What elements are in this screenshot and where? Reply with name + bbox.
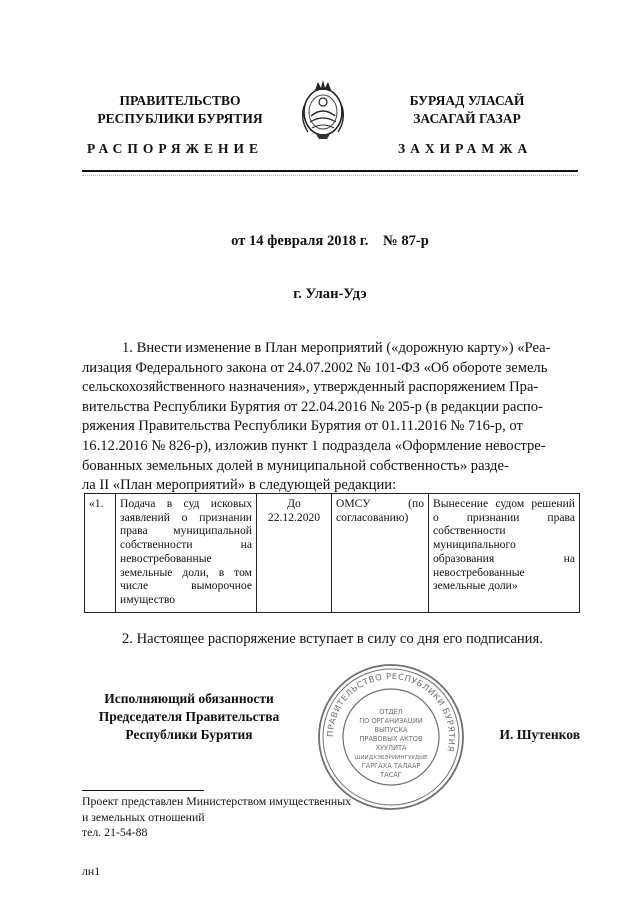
footer-code: лн1 <box>82 864 101 878</box>
paragraph-1-line: ла II «План мероприятий» в следующей редакции: <box>82 477 397 494</box>
signatory-name: И. Шутенков <box>499 727 580 742</box>
table-cell-action: Подача в суд исковых заявлений о признании права муниципальной собственности на невостребованные земельные доли, в том числе выморочное имущество <box>116 494 257 613</box>
footer-note <box>82 794 482 841</box>
paragraph-1-line: вительства Республики Бурятия от 22.04.2016 № 205-р (в редакции распо- <box>82 398 543 415</box>
paragraph-1 <box>82 339 578 496</box>
signatory-title <box>82 690 296 744</box>
official-stamp <box>316 662 466 812</box>
footer-rule <box>82 790 204 791</box>
order-date-number: от 14 февраля 2018 г. № 87-р <box>231 233 429 249</box>
table-cell-executor: ОМСУ (по согласованию) <box>332 494 429 613</box>
order-city: г. Улан-Удэ <box>293 286 367 302</box>
doc-type-ru: РАСПОРЯЖЕНИЕ <box>87 141 264 156</box>
footer-line2: и земельных отношений <box>82 809 205 824</box>
stamp-inner-line: ВЫПУСКА <box>374 726 408 734</box>
paragraph-1-line: сельскохозяйственного назначения», утвержденный распоряжением Пра- <box>82 379 539 396</box>
stamp-inner-line: ОТДЕЛ <box>379 708 403 716</box>
government-name-ru-line2: РЕСПУБЛИКИ БУРЯТИЯ <box>97 111 263 126</box>
stamp-inner-line: ШИИДХЭБЭРИИНГУУДЫЕ <box>354 755 428 761</box>
government-name-bua <box>362 92 572 128</box>
government-name-bua-line2: ЗАСАГАЙ ГАЗАР <box>413 111 521 126</box>
stamp-inner-line: ПО ОРГАНИЗАЦИИ <box>359 717 423 725</box>
government-name-bua-line1: БУРЯАД УЛАСАЙ <box>409 93 525 108</box>
stamp-inner-line: ТАСАГ <box>380 771 402 779</box>
paragraph-1-line: ряжения Правительства Республики Бурятия от 01.11.2016 № 716-р, от <box>82 418 523 435</box>
signatory-title-line2: Председателя Правительства <box>98 709 280 724</box>
footer-line1: Проект представлен Министерством имущественных <box>82 794 352 808</box>
stamp-inner-line: ХУУЛИТА <box>375 744 407 752</box>
government-name-ru <box>80 92 280 128</box>
doc-type-bua: ЗАХИРАМЖА <box>398 141 533 156</box>
paragraph-1-line: 1. Внести изменение в План мероприятий («дорожную карту») «Реа- <box>122 340 551 356</box>
table-row <box>85 494 580 613</box>
paragraph-2: 2. Настоящее распоряжение вступает в силу со дня его подписания. <box>122 631 543 647</box>
stamp-ring-text: ПРАВИТЕЛЬСТВО РЕСПУБЛИКИ БУРЯТИЯ <box>324 670 458 754</box>
table-cell-result: Вынесение судом решений о признании права собственности муниципального образования на невостребованные земельные доли» <box>429 494 580 613</box>
coat-of-arms-icon <box>294 76 352 142</box>
paragraph-1-line: 16.12.2016 № 826-р), изложив пункт 1 подраздела «Оформление невостре- <box>82 437 546 454</box>
government-name-ru-line1: ПРАВИТЕЛЬСТВО <box>119 93 241 108</box>
stamp-inner-line: ГАРГАХА ТАЛААР <box>361 762 421 770</box>
signatory-title-line1: Исполняющий обязанности <box>104 691 274 706</box>
paragraph-1-line: бованных земельных долей в муниципальной собственность» разде- <box>82 457 509 474</box>
plan-table <box>84 493 580 613</box>
footer-phone: тел. 21-54-88 <box>82 825 148 839</box>
table-cell-number: «1. <box>85 494 116 613</box>
header-dotted-rule <box>82 175 578 178</box>
paragraph-1-line: лизация Федерального закона от 24.07.2002 № 101-ФЗ «Об обороте земель <box>82 359 548 376</box>
table-cell-deadline: До 22.12.2020 <box>257 494 332 613</box>
header-rule <box>82 170 578 172</box>
signatory-title-line3: Республики Бурятия <box>125 727 253 742</box>
stamp-inner-line: ПРАВОВЫХ АКТОВ <box>359 735 423 743</box>
